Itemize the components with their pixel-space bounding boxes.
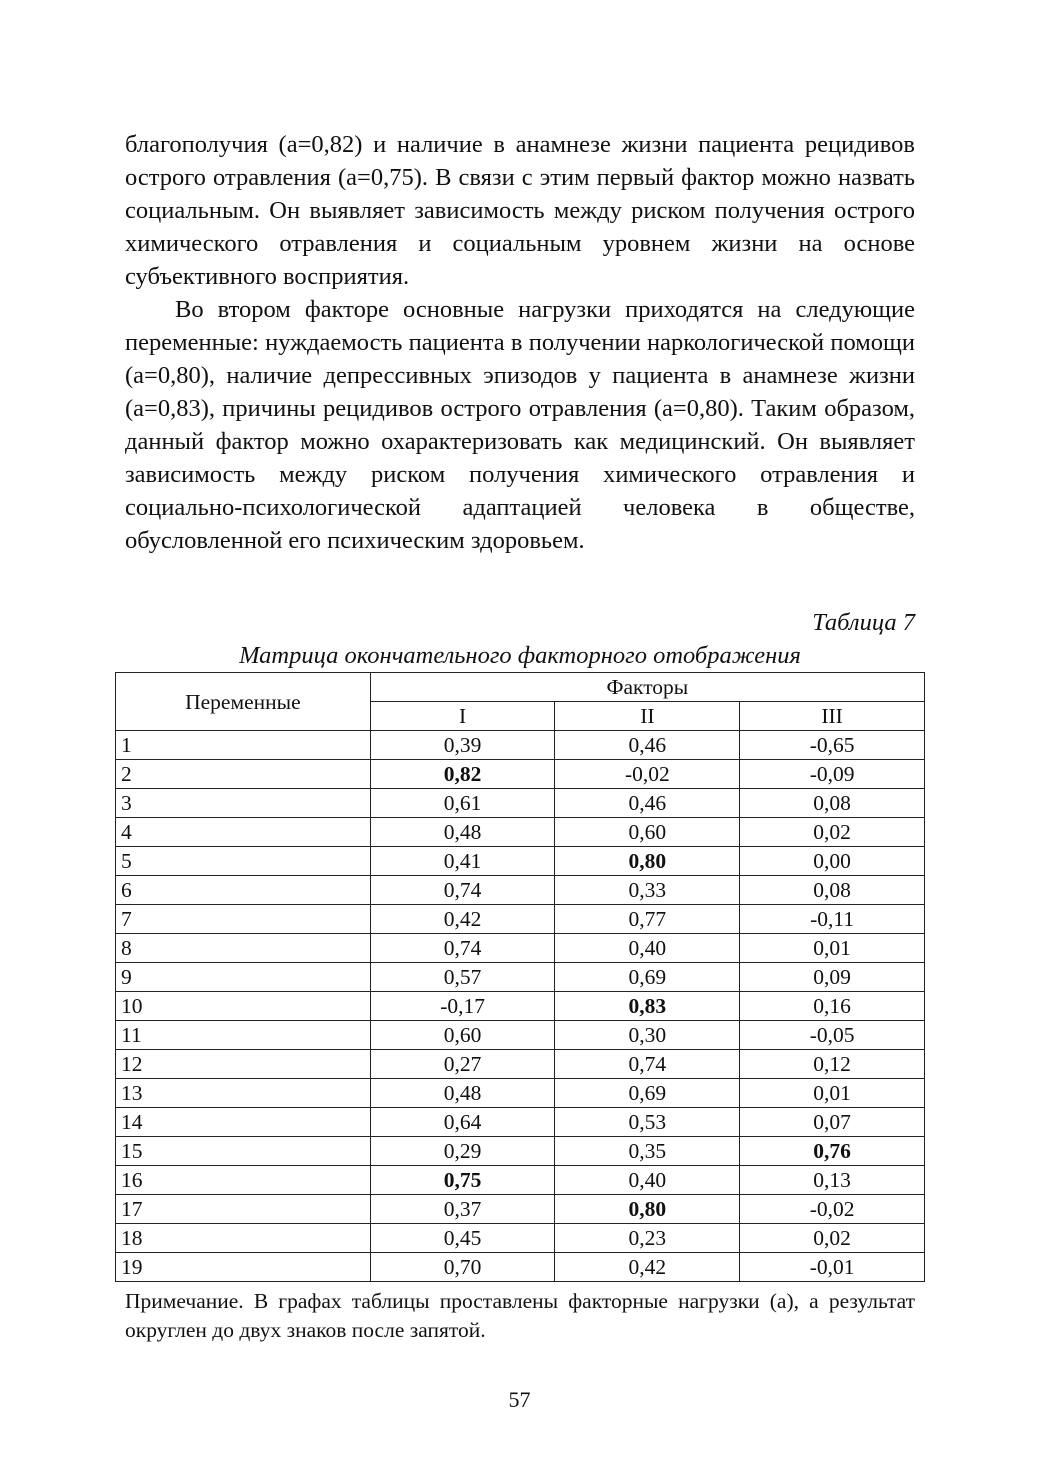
loading-cell	[740, 1079, 925, 1108]
loading-value: 0,07	[813, 1110, 851, 1134]
loading-cell	[740, 934, 925, 963]
variable-cell: 2	[116, 760, 371, 789]
loading-cell	[370, 1166, 555, 1195]
variable-cell: 18	[116, 1224, 371, 1253]
loading-cell	[740, 731, 925, 760]
loading-cell	[740, 876, 925, 905]
loading-cell	[555, 934, 740, 963]
variable-cell: 14	[116, 1108, 371, 1137]
loading-cell	[370, 1050, 555, 1079]
loading-value: 0,40	[628, 936, 667, 960]
loading-value: 0,00	[813, 849, 851, 873]
loading-cell	[370, 847, 555, 876]
variable-cell: 6	[116, 876, 371, 905]
loading-value: 0,69	[628, 1081, 667, 1105]
table-row	[116, 992, 925, 1021]
loading-value: 0,48	[443, 1081, 482, 1105]
loading-value: 0,60	[628, 820, 667, 844]
loading-cell	[740, 1253, 925, 1282]
table-row	[116, 905, 925, 934]
variable-cell: 12	[116, 1050, 371, 1079]
loading-value: -0,02	[809, 1197, 855, 1221]
significant-loading-value: 0,82	[443, 762, 482, 786]
header-factor-3: III	[740, 702, 925, 731]
variable-cell: 8	[116, 934, 371, 963]
loading-value: 0,48	[443, 820, 482, 844]
loading-value: 0,02	[813, 1226, 851, 1250]
variable-cell: 16	[116, 1166, 371, 1195]
table-row	[116, 876, 925, 905]
table-row	[116, 1021, 925, 1050]
loading-value: -0,11	[810, 907, 855, 931]
loading-cell	[370, 731, 555, 760]
loading-cell	[555, 1224, 740, 1253]
loading-value: -0,05	[809, 1023, 855, 1047]
variable-cell: 13	[116, 1079, 371, 1108]
loading-cell	[555, 789, 740, 818]
loading-cell	[555, 1166, 740, 1195]
loading-cell	[370, 818, 555, 847]
loading-cell	[555, 1195, 740, 1224]
header-factors: Факторы	[370, 673, 924, 702]
table-row	[116, 1253, 925, 1282]
loading-value: -0,02	[624, 762, 670, 786]
loading-value: 0,77	[628, 907, 667, 931]
loading-value: -0,01	[809, 1255, 855, 1279]
loading-cell	[555, 1253, 740, 1282]
loading-cell	[555, 760, 740, 789]
loading-cell	[555, 992, 740, 1021]
variable-cell: 5	[116, 847, 371, 876]
loading-cell	[555, 1079, 740, 1108]
loading-value: 0,02	[813, 820, 851, 844]
loading-cell	[370, 1224, 555, 1253]
loading-value: 0,69	[628, 965, 667, 989]
significant-loading-value: 0,76	[813, 1139, 851, 1163]
header-factor-1: I	[370, 702, 555, 731]
loading-value: 0,01	[813, 936, 851, 960]
loading-value: 0,74	[443, 936, 482, 960]
loading-value: 0,74	[443, 878, 482, 902]
loading-value: 0,35	[628, 1139, 667, 1163]
loading-cell	[370, 1137, 555, 1166]
loading-value: 0,53	[628, 1110, 667, 1134]
paragraph-1: благополучия (a=0,82) и наличие в анамнезе жизни пациента рецидивов острого отравления (a=0,75). В связи с этим первый фактор можно назвать социальным. Он выявляет зависимость между риском получения острого химического отравления и социальным уровнем жизни на основе субъективного восприятия.	[125, 131, 915, 290]
loading-value: 0,08	[813, 791, 851, 815]
header-variables: Переменные	[116, 673, 371, 731]
loading-cell	[555, 1050, 740, 1079]
loading-cell	[740, 963, 925, 992]
loading-cell	[370, 1195, 555, 1224]
table-row	[116, 1137, 925, 1166]
loading-cell	[370, 1253, 555, 1282]
table-row	[116, 934, 925, 963]
variable-cell: 1	[116, 731, 371, 760]
table-row	[116, 963, 925, 992]
loading-value: 0,46	[628, 791, 667, 815]
loading-cell	[740, 760, 925, 789]
loading-cell	[555, 1137, 740, 1166]
loading-value: 0,16	[813, 994, 851, 1018]
loading-cell	[555, 905, 740, 934]
variable-cell: 11	[116, 1021, 371, 1050]
loading-cell	[740, 1108, 925, 1137]
loading-cell	[740, 847, 925, 876]
loading-value: 0,64	[443, 1110, 482, 1134]
header-factor-2: II	[555, 702, 740, 731]
significant-loading-value: 0,83	[628, 994, 667, 1018]
loading-value: 0,08	[813, 878, 851, 902]
loading-value: 0,37	[443, 1197, 482, 1221]
table-body	[116, 731, 925, 1282]
loading-value: 0,39	[443, 733, 482, 757]
loading-cell	[555, 876, 740, 905]
loading-cell	[370, 760, 555, 789]
loading-cell	[370, 963, 555, 992]
loading-cell	[740, 789, 925, 818]
loading-cell	[370, 789, 555, 818]
loading-value: 0,40	[628, 1168, 667, 1192]
loading-cell	[370, 905, 555, 934]
variable-cell: 10	[116, 992, 371, 1021]
table-header-row	[116, 673, 925, 702]
loading-value: 0,12	[813, 1052, 851, 1076]
loading-value: 0,30	[628, 1023, 667, 1047]
loading-cell	[370, 1108, 555, 1137]
loading-cell	[555, 963, 740, 992]
table-row	[116, 1079, 925, 1108]
loading-value: 0,33	[628, 878, 667, 902]
loading-value: 0,29	[443, 1139, 482, 1163]
loading-value: 0,60	[443, 1023, 482, 1047]
significant-loading-value: 0,75	[443, 1168, 482, 1192]
significant-loading-value: 0,80	[628, 849, 667, 873]
loading-value: -0,09	[809, 762, 855, 786]
loading-cell	[370, 1079, 555, 1108]
loading-value: 0,09	[813, 965, 851, 989]
page-number: 57	[508, 1387, 531, 1412]
table-row	[116, 1108, 925, 1137]
variable-cell: 4	[116, 818, 371, 847]
variable-cell: 7	[116, 905, 371, 934]
table-row	[116, 1195, 925, 1224]
variable-cell: 15	[116, 1137, 371, 1166]
table-row	[116, 847, 925, 876]
factor-matrix-table	[115, 672, 925, 1282]
loading-cell	[370, 1021, 555, 1050]
loading-value: 0,23	[628, 1226, 667, 1250]
loading-value: 0,42	[443, 907, 482, 931]
loading-value: 0,42	[628, 1255, 667, 1279]
loading-cell	[740, 1195, 925, 1224]
variable-cell: 17	[116, 1195, 371, 1224]
paragraph-2: Во втором факторе основные нагрузки приходятся на следующие переменные: нуждаемость пациента в получении наркологической помощи (a=0,80), наличие депрессивных эпизодов у пациента в анамнезе жизни (a=0,83), причины рецидивов острого отравления (a=0,80). Таким образом, данный фактор можно охарактеризовать как медицинский. Он выявляет зависимость между риском получения химического отравления и социально-психологической адаптацией человека в обществе, обусловленной его психическим здоровьем.	[125, 296, 915, 554]
loading-cell	[370, 876, 555, 905]
table-note: Примечание. В графах таблицы проставлены факторные нагрузки (a), а результат округлен до двух знаков после запятой.	[125, 1289, 915, 1342]
table-row	[116, 818, 925, 847]
loading-cell	[740, 1137, 925, 1166]
loading-cell	[555, 818, 740, 847]
variable-cell: 9	[116, 963, 371, 992]
table-row	[116, 1166, 925, 1195]
loading-cell	[555, 847, 740, 876]
table-row	[116, 789, 925, 818]
loading-cell	[740, 992, 925, 1021]
significant-loading-value: 0,80	[628, 1197, 667, 1221]
table-row	[116, 731, 925, 760]
loading-value: -0,65	[809, 733, 855, 757]
loading-cell	[740, 1021, 925, 1050]
table-title: Матрица окончательного факторного отображения	[239, 642, 801, 669]
variable-cell: 19	[116, 1253, 371, 1282]
loading-cell	[370, 992, 555, 1021]
table-row	[116, 760, 925, 789]
loading-cell	[555, 1021, 740, 1050]
loading-value: 0,41	[443, 849, 482, 873]
loading-value: 0,46	[628, 733, 667, 757]
loading-cell	[555, 1108, 740, 1137]
loading-cell	[740, 905, 925, 934]
loading-cell	[370, 934, 555, 963]
loading-value: 0,70	[443, 1255, 482, 1279]
loading-cell	[740, 1050, 925, 1079]
loading-value: 0,45	[443, 1226, 482, 1250]
loading-value: 0,74	[628, 1052, 667, 1076]
loading-cell	[740, 1224, 925, 1253]
loading-cell	[740, 818, 925, 847]
table-number-label: Таблица 7	[812, 609, 915, 636]
loading-value: 0,01	[813, 1081, 851, 1105]
loading-cell	[555, 731, 740, 760]
body-text	[125, 128, 915, 557]
table-row	[116, 1224, 925, 1253]
variable-cell: 3	[116, 789, 371, 818]
loading-value: 0,57	[443, 965, 482, 989]
loading-value: 0,27	[443, 1052, 482, 1076]
loading-value: 0,61	[443, 791, 482, 815]
table-row	[116, 1050, 925, 1079]
loading-value: -0,17	[440, 994, 486, 1018]
loading-value: 0,13	[813, 1168, 851, 1192]
loading-cell	[740, 1166, 925, 1195]
